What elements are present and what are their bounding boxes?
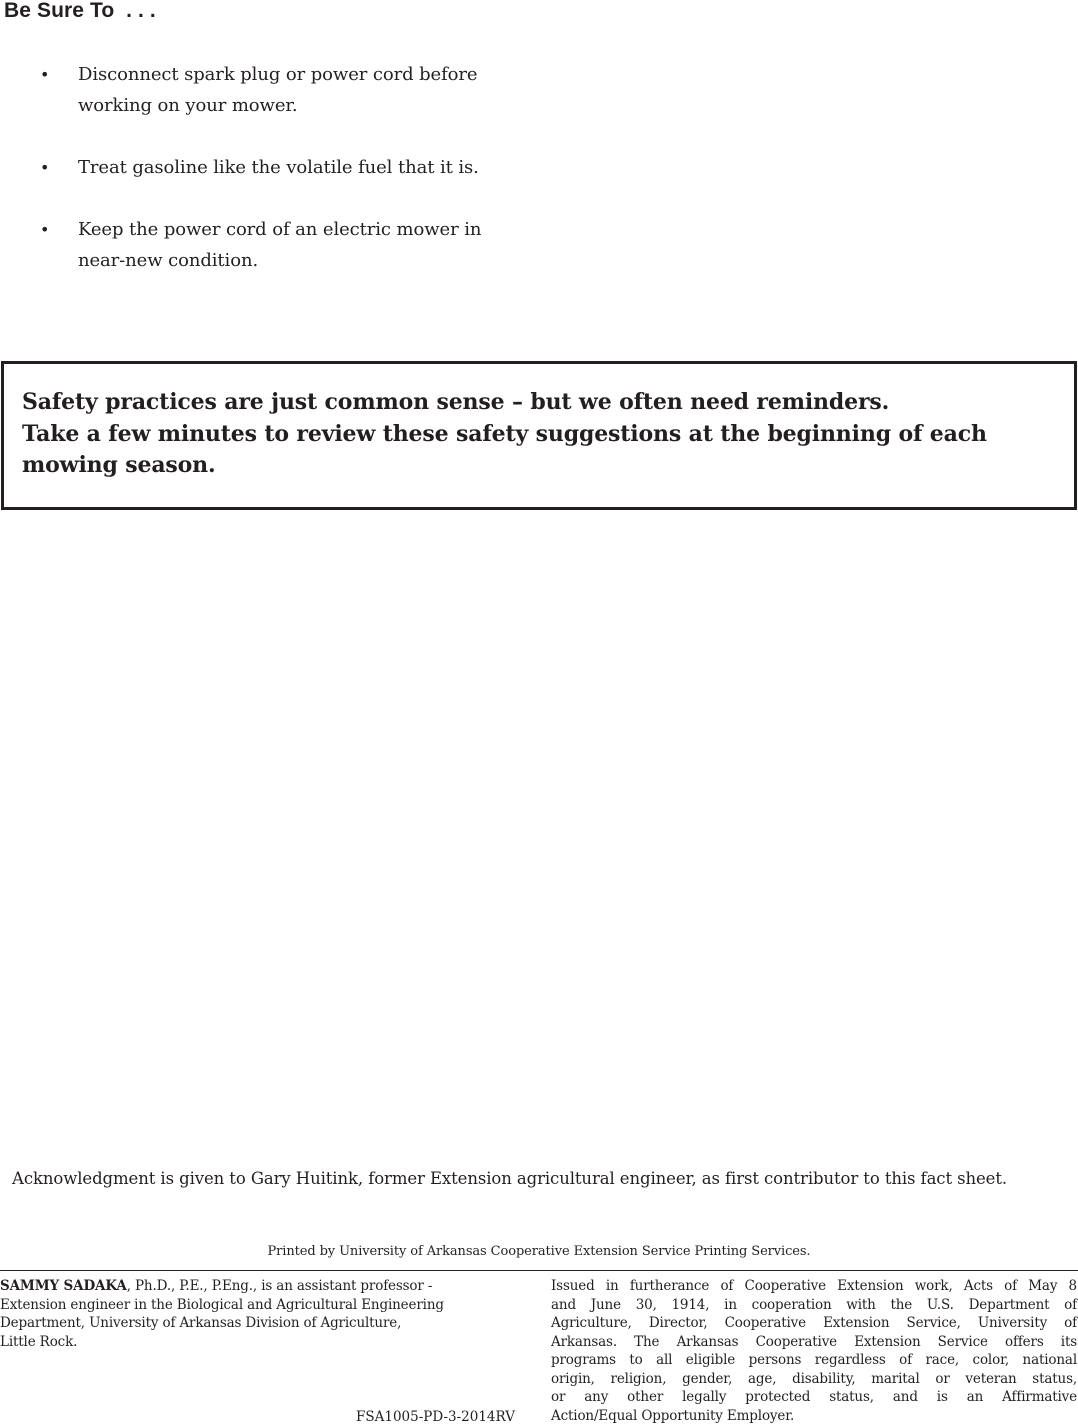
bullet-icon: • xyxy=(40,65,50,84)
author-bio xyxy=(0,1277,530,1351)
bullet-icon: • xyxy=(40,220,50,239)
footer-divider xyxy=(0,1270,1078,1271)
printed-by-credit: Printed by University of Arkansas Cooperative Extension Service Printing Services. xyxy=(267,1244,811,1259)
bullet-icon: • xyxy=(40,158,50,177)
author-bio-line: Extension engineer in the Biological and Agricultural Engineering xyxy=(0,1296,444,1313)
statement-line: Action/Equal Opportunity Employer. xyxy=(551,1407,795,1424)
callout-text xyxy=(22,387,987,482)
safety-reminder-callout xyxy=(1,361,1077,510)
author-credentials: , Ph.D., P.E., P.Eng., is an assistant professor - xyxy=(126,1278,433,1294)
author-bio-line: Little Rock. xyxy=(0,1333,78,1350)
statement-line: Arkansas. The Arkansas Cooperative Extension Service offers its xyxy=(551,1333,1077,1350)
author-bio-line: Department, University of Arkansas Division of Agriculture, xyxy=(0,1315,402,1331)
author-name: SAMMY SADAKA xyxy=(0,1278,127,1294)
bullet-item xyxy=(0,152,540,183)
statement-line: Issued in furtherance of Cooperative Extension work, Acts of May 8 xyxy=(551,1278,1077,1294)
callout-line: Safety practices are just common sense – but we often need reminders. xyxy=(22,389,890,415)
callout-line: mowing season. xyxy=(22,452,216,478)
bullet-text-line: Treat gasoline like the volatile fuel that it is. xyxy=(78,157,479,178)
author-bio-line xyxy=(0,1277,530,1296)
acknowledgment: Acknowledgment is given to Gary Huitink, former Extension agricultural engineer, as first contributor to this fact sheet. xyxy=(12,1169,1008,1188)
bullet-text-line: Keep the power cord of an electric mower in xyxy=(78,219,482,240)
bullet-item xyxy=(0,59,540,121)
statement-line: Agriculture, Director, Cooperative Extension Service, University of xyxy=(551,1315,1077,1331)
bullet-text-line: near-new condition. xyxy=(78,250,259,271)
publication-code: FSA1005-PD-3-2014RV xyxy=(356,1409,515,1425)
statement-line: origin, religion, gender, age, disability, marital or veteran status, xyxy=(551,1370,1077,1387)
safety-bullet-list xyxy=(0,59,540,307)
bullet-text-line: working on your mower. xyxy=(78,95,298,116)
nondiscrimination-statement xyxy=(551,1277,1077,1425)
section-heading: Be Sure To . . . xyxy=(4,0,156,22)
statement-line: or any other legally protected status, and is an Affirmative xyxy=(551,1389,1077,1405)
statement-line: and June 30, 1914, in cooperation with the U.S. Department of xyxy=(551,1296,1077,1313)
callout-line: Take a few minutes to review these safety suggestions at the beginning of each xyxy=(22,420,987,447)
bullet-text-line: Disconnect spark plug or power cord before xyxy=(78,64,478,85)
statement-line: programs to all eligible persons regardless of race, color, national xyxy=(551,1352,1077,1368)
bullet-item xyxy=(0,214,540,276)
